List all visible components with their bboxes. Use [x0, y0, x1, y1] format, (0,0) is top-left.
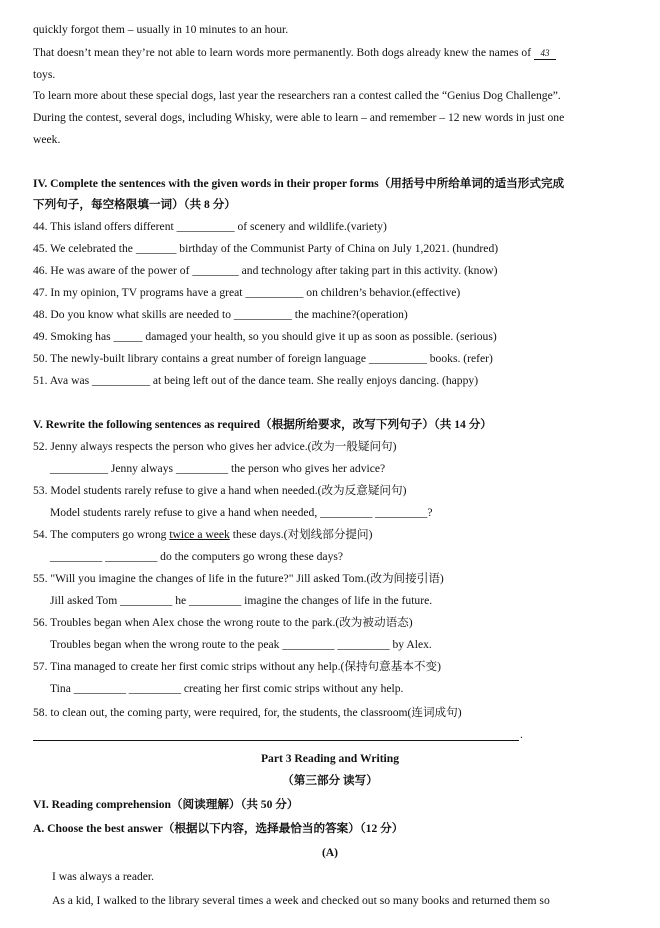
answer-line-54: _________ _________ do the computers go wrong these days? [50, 550, 344, 563]
question-51: 51. Ava was __________ at being left out of the dance team. She really enjoys dancing. (happy) [33, 374, 479, 387]
passage-line [33, 45, 556, 60]
underlined-phrase: twice a week [169, 528, 230, 541]
part-title: Part 3 Reading and Writing [260, 752, 400, 765]
passage-text: That doesn’t mean they’re not able to learn words more permanently. Both dogs already knew the names of [33, 46, 532, 59]
period-mark: . [520, 728, 523, 741]
passage-line: During the contest, several dogs, including Whisky, were able to learn – and remember – 12 new words in just one [33, 111, 565, 124]
question-45: 45. We celebrated the _______ birthday of the Communist Party of China on July 1,2021. (hundred) [33, 242, 499, 255]
answer-line-53: Model students rarely refuse to give a hand when needed, _________ _________? [50, 506, 433, 519]
passage-line: quickly forgot them – usually in 10 minutes to an hour. [33, 23, 289, 36]
question-46: 46. He was aware of the power of ________ and technology after taking part in this activity. (know) [33, 264, 498, 277]
question-text: 54. The computers go wrong [33, 528, 170, 541]
question-54 [33, 527, 372, 542]
passage-line: To learn more about these special dogs, last year the researchers ran a contest called the “Genius Dog Challenge”. [33, 89, 561, 102]
subsection-heading: A. Choose the best answer（根据以下内容，选择最恰当的答案）（12 分） [33, 822, 404, 835]
question-52: 52. Jenny always respects the person who gives her advice.(改为一般疑问句) [33, 440, 397, 453]
section-heading: VI. Reading comprehension（阅读理解）（共 50 分） [33, 798, 299, 811]
question-text: these days.(对划线部分提问) [229, 528, 373, 541]
section-heading: 下列句子，每空格限填一词）（共 8 分） [33, 198, 236, 211]
answer-line-55: Jill asked Tom _________ he _________ imagine the changes of life in the future. [50, 594, 433, 607]
question-58: 58. to clean out, the coming party, were required, for, the students, the classroom(连词成句) [33, 706, 462, 719]
question-55: 55. "Will you imagine the changes of life in the future?" Jill asked Tom.(改为间接引语) [33, 572, 444, 585]
question-49: 49. Smoking has _____ damaged your health, so you should give it up as soon as possible. (serious) [33, 330, 497, 343]
section-heading: IV. Complete the sentences with the given words in their proper forms（用括号中所给单词的适当形式完成 [33, 177, 565, 190]
section-heading: V. Rewrite the following sentences as required（根据所给要求，改写下列句子）（共 14 分） [33, 418, 492, 431]
passage-line: week. [33, 133, 61, 146]
reading-line: I was always a reader. [52, 870, 155, 883]
reading-line: As a kid, I walked to the library several times a week and checked out so many books and returned them so [52, 894, 550, 907]
question-44: 44. This island offers different __________ of scenery and wildlife.(variety) [33, 220, 387, 233]
question-47: 47. In my opinion, TV programs have a great __________ on children’s behavior.(effective) [33, 286, 461, 299]
answer-rule-58 [33, 740, 519, 741]
question-53: 53. Model students rarely refuse to give a hand when needed.(改为反意疑问句) [33, 484, 407, 497]
answer-line-57: Tina _________ _________ creating her first comic strips without any help. [50, 682, 404, 695]
passage-label: (A) [321, 846, 339, 859]
part-subtitle: （第三部分 读写） [282, 774, 378, 787]
question-48: 48. Do you know what skills are needed to __________ the machine?(operation) [33, 308, 408, 321]
handwritten-answer: 43 [534, 48, 556, 60]
question-56: 56. Troubles began when Alex chose the wrong route to the park.(改为被动语态) [33, 616, 413, 629]
question-50: 50. The newly-built library contains a great number of foreign language __________ books. (refer) [33, 352, 493, 365]
answer-line-52: __________ Jenny always _________ the person who gives her advice? [50, 462, 386, 475]
passage-line: toys. [33, 68, 56, 81]
answer-line-56: Troubles began when the wrong route to the peak _________ _________ by Alex. [50, 638, 432, 651]
question-57: 57. Tina managed to create her first comic strips without any help.(保持句意基本不变) [33, 660, 441, 673]
